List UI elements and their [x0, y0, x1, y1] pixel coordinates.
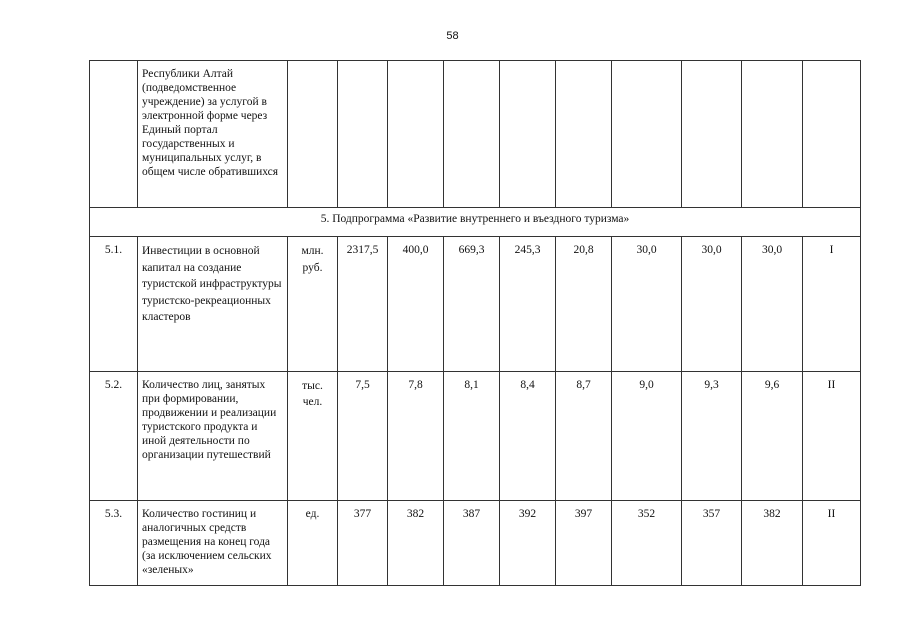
- unit-cell: млн. руб.: [288, 237, 338, 372]
- value-cell: 30,0: [742, 237, 803, 372]
- value-cell: [500, 61, 556, 208]
- indicator-name: Республики Алтай (подведомственное учреждение) за услугой в электронной форме через Единый портал государственных и муниципальных услуг, в общем числе обратившихся: [138, 61, 288, 208]
- value-cell: [612, 61, 682, 208]
- value-cell: [682, 61, 742, 208]
- indicators-table: [89, 60, 861, 586]
- value-cell: 7,8: [388, 372, 444, 501]
- indicator-name: Количество лиц, занятых при формировании, продвижении и реализации туристского продукта и иной деятельности по организации путешествий: [138, 372, 288, 501]
- value-cell: 382: [388, 501, 444, 586]
- value-cell: [742, 61, 803, 208]
- value-cell: 8,7: [556, 372, 612, 501]
- page-number: 58: [446, 30, 459, 42]
- section-row: [90, 208, 861, 237]
- unit-cell: ед.: [288, 501, 338, 586]
- value-cell: 382: [742, 501, 803, 586]
- value-cell: 30,0: [682, 237, 742, 372]
- value-cell: 20,8: [556, 237, 612, 372]
- row-number: 5.1.: [90, 237, 138, 372]
- table-row: [90, 372, 861, 501]
- row-number: 5.2.: [90, 372, 138, 501]
- value-cell: 377: [338, 501, 388, 586]
- value-cell: [338, 61, 388, 208]
- indicator-name: Инвестиции в основной капитал на создание туристской инфраструктуры туристско-рекреационных кластеров: [138, 237, 288, 372]
- value-cell: 8,1: [444, 372, 500, 501]
- table-row: [90, 501, 861, 586]
- value-cell: 392: [500, 501, 556, 586]
- value-cell: [388, 61, 444, 208]
- row-number: 5.3.: [90, 501, 138, 586]
- value-cell: 7,5: [338, 372, 388, 501]
- section-title: 5. Подпрограмма «Развитие внутреннего и въездного туризма»: [90, 208, 861, 237]
- value-cell: 357: [682, 501, 742, 586]
- value-cell: 397: [556, 501, 612, 586]
- value-cell: 9,0: [612, 372, 682, 501]
- value-cell: 9,6: [742, 372, 803, 501]
- value-cell: 387: [444, 501, 500, 586]
- unit-cell: [288, 61, 338, 208]
- value-cell: 9,3: [682, 372, 742, 501]
- value-cell: [556, 61, 612, 208]
- value-cell: 352: [612, 501, 682, 586]
- indicator-name: Количество гостиниц и аналогичных средств размещения на конец года (за исключением сельских «зеленых»: [138, 501, 288, 586]
- source-cell: [803, 61, 861, 208]
- table-row: [90, 237, 861, 372]
- row-number: [90, 61, 138, 208]
- value-cell: 2317,5: [338, 237, 388, 372]
- value-cell: [444, 61, 500, 208]
- value-cell: 30,0: [612, 237, 682, 372]
- source-cell: II: [803, 501, 861, 586]
- value-cell: 400,0: [388, 237, 444, 372]
- table-row: [90, 61, 861, 208]
- source-cell: I: [803, 237, 861, 372]
- unit-cell: тыс. чел.: [288, 372, 338, 501]
- source-cell: II: [803, 372, 861, 501]
- value-cell: 669,3: [444, 237, 500, 372]
- value-cell: 8,4: [500, 372, 556, 501]
- value-cell: 245,3: [500, 237, 556, 372]
